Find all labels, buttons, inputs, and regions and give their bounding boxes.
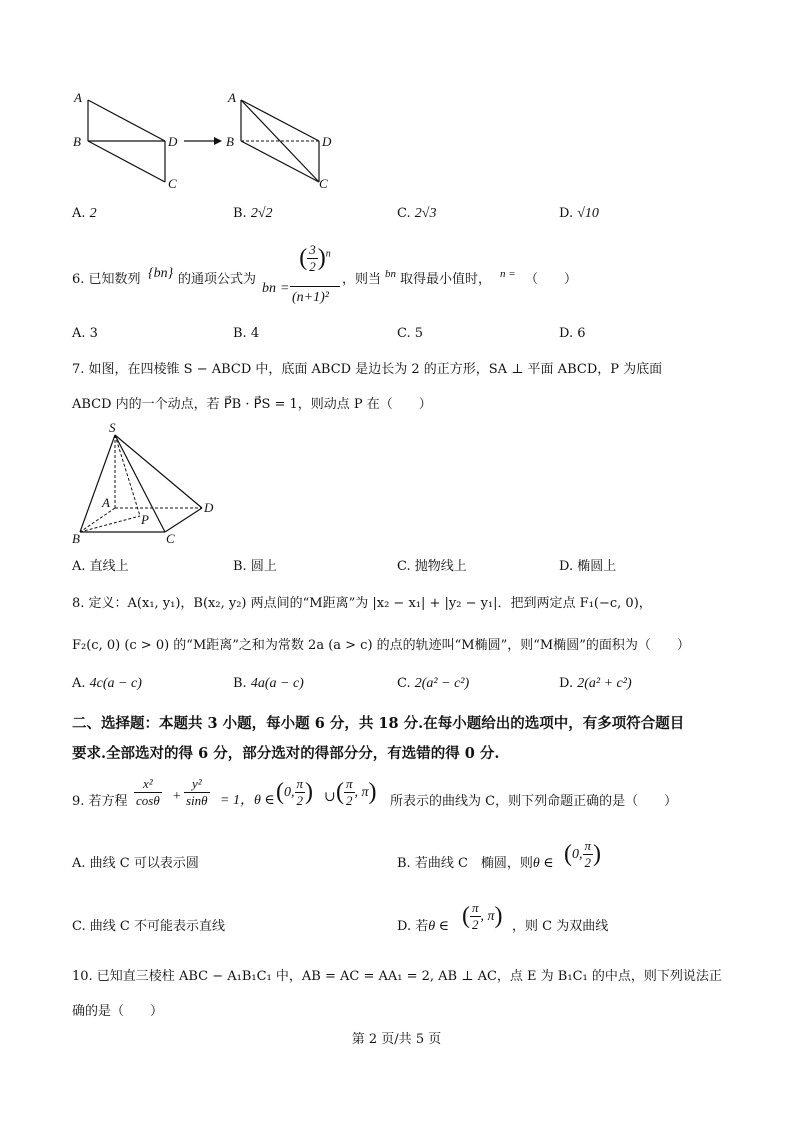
- q7-label-p: P: [141, 512, 149, 527]
- q6-text-a: 6. 已知数列: [72, 272, 141, 287]
- q5-left-label-d: D: [168, 134, 178, 149]
- q7-label-c: C: [166, 531, 175, 546]
- q7-option-d[interactable]: D. 椭圆上: [559, 559, 617, 574]
- q9-option-d[interactable]: D. 若θ ∈: [397, 919, 449, 934]
- q6-n-eq: n =: [500, 268, 516, 280]
- q9-term1: $\frac{\text{x²}}{\cos\theta}$: [136, 776, 160, 808]
- q5-figure: [70, 88, 350, 196]
- q6-text-b: 的通项公式为: [178, 272, 257, 287]
- section2-line2: 要求.全部选对的得 6 分，部分选对的得部分分，有选错的得 0 分.: [72, 745, 500, 762]
- q6-eq: =: [280, 281, 290, 296]
- q10-line2: 确的是（ ）: [72, 1004, 164, 1019]
- q9-term2: $\frac{\text{y²}}{\sin\theta}$: [186, 776, 208, 808]
- q8-option-a[interactable]: A. 4c(a − c): [72, 676, 142, 691]
- q9-option-d-interval: ( $\frac{\pi}{2}$ , π): [462, 900, 503, 932]
- q9-plus: +: [172, 789, 182, 804]
- q6-option-d[interactable]: D. 6: [559, 326, 586, 341]
- q9-eq: = 1，θ ∈: [220, 793, 275, 808]
- q7-line2: ABCD 内的一个动点，若 P⃗B · P⃗S = 1，则动点 P 在（ ）: [72, 397, 432, 412]
- q9-cup: ∪: [324, 790, 336, 805]
- q9-interval2: ( $\frac{\pi}{2}$ , π): [336, 776, 377, 808]
- q5-right-label-b: B: [226, 134, 234, 149]
- q6-option-c[interactable]: C. 5: [397, 326, 424, 341]
- q9-option-b-interval: (0, $\frac{\pi}{2}$ ): [564, 838, 602, 870]
- q6-option-a[interactable]: A. 3: [72, 326, 98, 341]
- q9-suffix: 所表示的曲线为 C，则下列命题正确的是（ ）: [390, 794, 678, 809]
- page-footer: 第 2 页/共 5 页: [351, 1032, 442, 1047]
- q7-line1: 7. 如图，在四棱锥 S − ABCD 中，底面 ABCD 是边长为 2 的正方形，SA ⊥ 平面 ABCD，P 为底面: [72, 362, 663, 377]
- q6-frac-num: 3: [309, 242, 316, 257]
- q9-option-b[interactable]: B. 若曲线 C 椭圆，则θ ∈: [397, 856, 554, 871]
- q9-option-c[interactable]: C. 曲线 C 不可能表示直线: [72, 919, 225, 934]
- q9-option-d-tail: ，则 C 为双曲线: [512, 919, 609, 934]
- q7-label-d: D: [204, 500, 214, 515]
- q6-power: n: [325, 248, 331, 260]
- q7-option-c[interactable]: C. 抛物线上: [397, 559, 467, 574]
- q7-option-a[interactable]: A. 直线上: [72, 559, 129, 574]
- q5-right-label-d: D: [322, 134, 332, 149]
- q9-option-a[interactable]: A. 曲线 C 可以表示圆: [72, 856, 199, 871]
- q5-right-label-c: C: [319, 176, 328, 191]
- q8-option-c[interactable]: C. 2(a² − c²): [397, 676, 470, 691]
- q6-option-b[interactable]: B. 4: [233, 326, 260, 341]
- q9-interval1: (0, $\frac{\pi}{2}$ ): [276, 776, 314, 808]
- section2-line1: 二、选择题：本题共 3 小题，每小题 6 分，共 18 分.在每小题给出的选项中，有多项符合题目: [72, 715, 685, 732]
- q6-paren: （ ）: [525, 272, 578, 287]
- q5-left-label-a: A: [74, 90, 82, 105]
- q6-fraction-bar: [290, 286, 340, 287]
- q8-option-b[interactable]: B. 4a(a − c): [233, 676, 304, 691]
- q6-text-d: 取得最小值时，: [400, 272, 492, 287]
- q6-frac-den: 2: [309, 259, 316, 274]
- q7-pyramid-figure: [70, 420, 230, 548]
- q7-option-b[interactable]: B. 圆上: [233, 559, 277, 574]
- q9-prefix: 9. 若方程: [72, 794, 128, 809]
- q7-label-a: A: [102, 495, 110, 510]
- q5-option-d[interactable]: D. √10: [559, 206, 599, 221]
- q8-option-d[interactable]: D. 2(a² + c²): [559, 676, 632, 691]
- q6-denominator: (n+1)²: [292, 290, 329, 305]
- q6-bn: bn: [262, 281, 276, 296]
- q5-option-b[interactable]: B. 2√2: [233, 206, 273, 221]
- q8-line2: F₂(c, 0) (c > 0) 的“M距离”之和为常数 2a (a > c) 的点的轨迹叫“M椭圆”，则“M椭圆”的面积为（ ）: [72, 638, 690, 653]
- q5-option-a[interactable]: A. 2: [72, 206, 97, 221]
- q7-label-s: S: [109, 420, 116, 435]
- q5-option-c[interactable]: C. 2√3: [397, 206, 437, 221]
- q5-left-label-c: C: [168, 176, 177, 191]
- q5-right-label-a: A: [228, 90, 236, 105]
- q7-label-b: B: [72, 531, 80, 546]
- q6-seq: {bn}: [148, 266, 174, 281]
- q5-left-label-b: B: [73, 134, 81, 149]
- q10-line1: 10. 已知直三棱柱 ABC − A₁B₁C₁ 中，AB = AC = AA₁ = 2, AB ⊥ AC，点 E 为 B₁C₁ 的中点，则下列说法正: [72, 969, 722, 984]
- q8-line1: 8. 定义：A(x₁, y₁)，B(x₂, y₂) 两点间的“M距离”为 |x₂ − x₁| + |y₂ − y₁|．把到两定点 F₁(−c, 0)，: [72, 596, 652, 611]
- q6-text-c: ，则当: [342, 272, 382, 287]
- q6-bn2: bn: [385, 268, 396, 280]
- q6-formula-numerator: ( $\frac{3}{2}$ )$^n$: [299, 242, 331, 274]
